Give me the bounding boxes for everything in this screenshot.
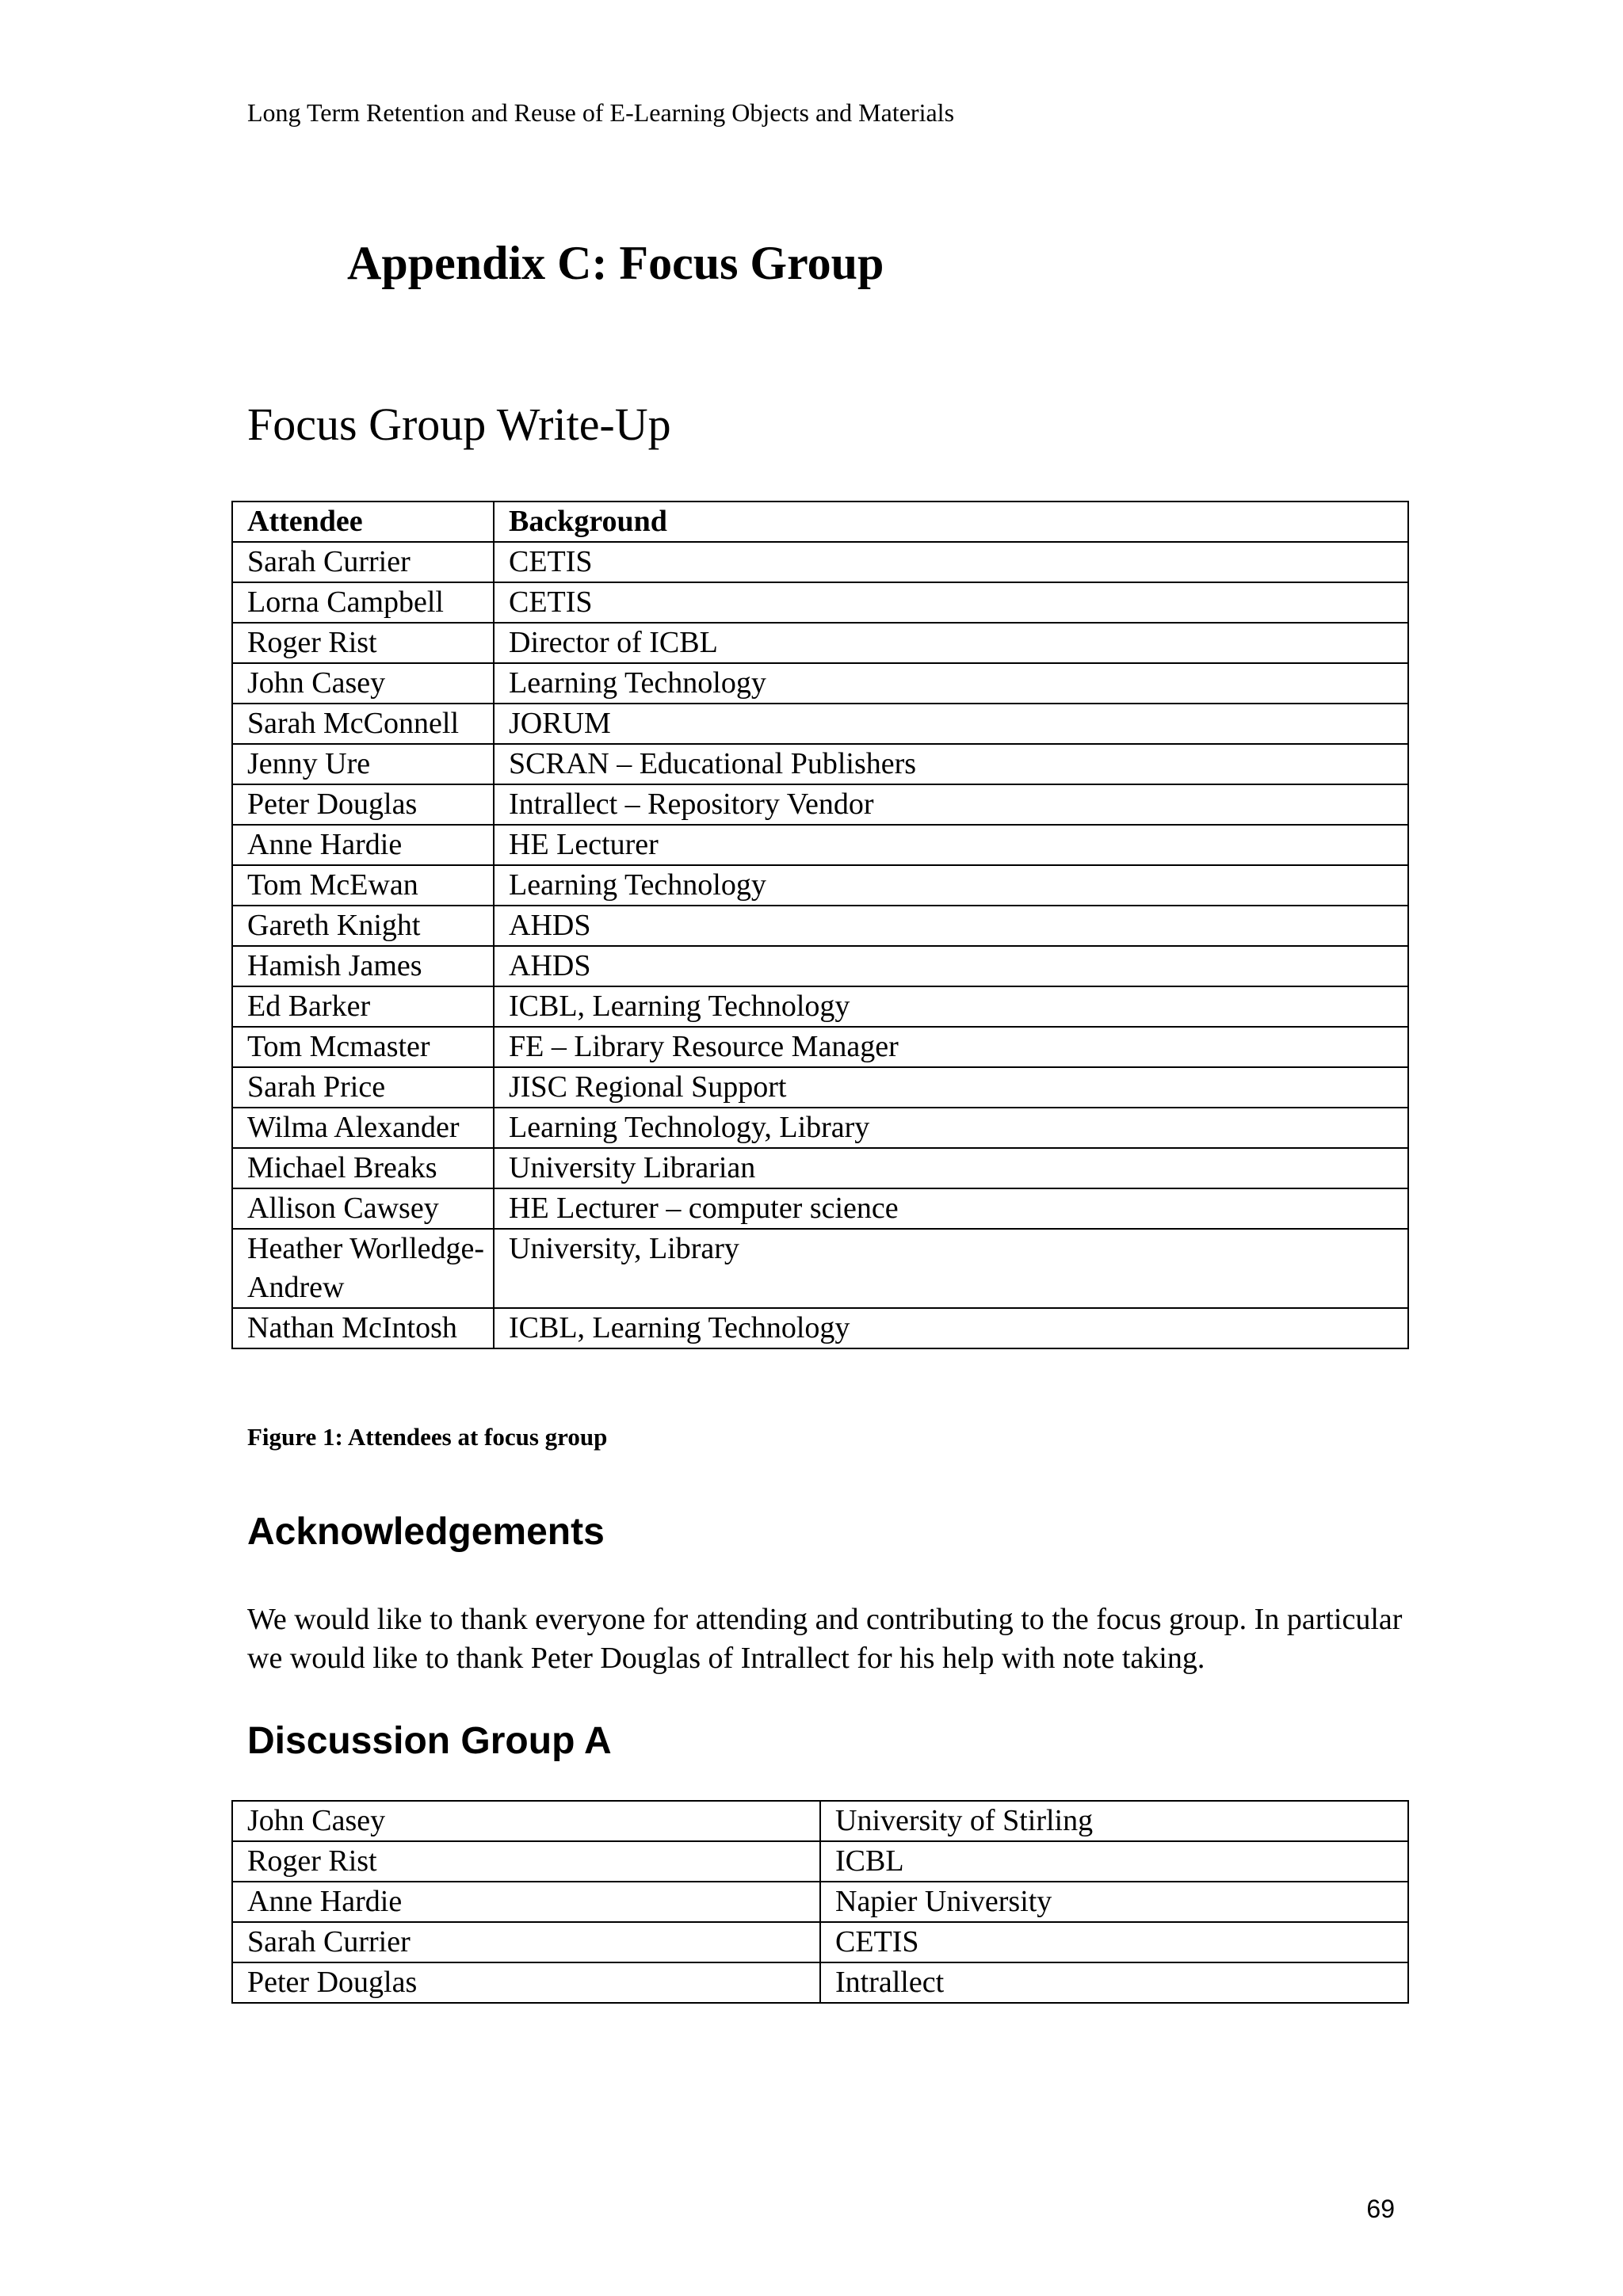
section-title: Focus Group Write-Up <box>247 399 671 450</box>
table-row <box>232 825 1408 865</box>
table-row <box>232 542 1408 582</box>
table-row <box>232 1067 1408 1108</box>
table-row <box>232 623 1408 663</box>
attendee-background: CETIS <box>494 542 1408 582</box>
table-row <box>232 946 1408 986</box>
table-row <box>232 704 1408 744</box>
table-row <box>232 1841 1408 1882</box>
member-name: Peter Douglas <box>232 1962 820 2003</box>
attendee-name: Allison Cawsey <box>232 1188 494 1229</box>
attendee-background: FE – Library Resource Manager <box>494 1027 1408 1067</box>
table-row <box>232 1108 1408 1148</box>
member-name: Anne Hardie <box>232 1882 820 1922</box>
table-row <box>232 906 1408 946</box>
attendee-name: Tom McEwan <box>232 865 494 906</box>
table-row <box>232 784 1408 825</box>
attendee-name: Peter Douglas <box>232 784 494 825</box>
attendee-background: Intrallect – Repository Vendor <box>494 784 1408 825</box>
attendee-name: Lorna Campbell <box>232 582 494 623</box>
discussion-group-a-heading: Discussion Group A <box>247 1720 612 1762</box>
attendee-background: University Librarian <box>494 1148 1408 1188</box>
attendee-background: HE Lecturer – computer science <box>494 1188 1408 1229</box>
member-organisation: Napier University <box>820 1882 1408 1922</box>
attendee-name: Michael Breaks <box>232 1148 494 1188</box>
member-name: Sarah Currier <box>232 1922 820 1962</box>
member-name: Roger Rist <box>232 1841 820 1882</box>
attendee-name: Heather Worlledge-Andrew <box>232 1229 494 1308</box>
attendee-background: ICBL, Learning Technology <box>494 986 1408 1027</box>
table-row <box>232 1962 1408 2003</box>
attendee-name: Ed Barker <box>232 986 494 1027</box>
attendee-name: Gareth Knight <box>232 906 494 946</box>
table-row <box>232 1922 1408 1962</box>
member-name: John Casey <box>232 1801 820 1841</box>
attendee-name: John Casey <box>232 663 494 704</box>
member-organisation: CETIS <box>820 1922 1408 1962</box>
page-number: 69 <box>1366 2195 1395 2223</box>
attendee-name: Hamish James <box>232 946 494 986</box>
table-row <box>232 744 1408 784</box>
table-row <box>232 1188 1408 1229</box>
discussion-group-a-table <box>231 1800 1409 2004</box>
attendee-background: ICBL, Learning Technology <box>494 1308 1408 1348</box>
table-row <box>232 1308 1408 1348</box>
attendee-name: Jenny Ure <box>232 744 494 784</box>
attendee-background: AHDS <box>494 946 1408 986</box>
attendee-background: JORUM <box>494 704 1408 744</box>
member-organisation: University of Stirling <box>820 1801 1408 1841</box>
attendee-background: Learning Technology <box>494 663 1408 704</box>
attendee-name: Sarah Price <box>232 1067 494 1108</box>
attendee-background: SCRAN – Educational Publishers <box>494 744 1408 784</box>
figure-caption: Figure 1: Attendees at focus group <box>247 1423 608 1451</box>
attendee-name: Sarah Currier <box>232 542 494 582</box>
table-row <box>232 986 1408 1027</box>
table-row <box>232 1027 1408 1067</box>
attendee-name: Roger Rist <box>232 623 494 663</box>
attendee-background: CETIS <box>494 582 1408 623</box>
acknowledgements-heading: Acknowledgements <box>247 1511 605 1553</box>
attendee-background: HE Lecturer <box>494 825 1408 865</box>
attendee-background: AHDS <box>494 906 1408 946</box>
attendees-table <box>231 501 1409 1349</box>
attendee-background: University, Library <box>494 1229 1408 1308</box>
member-organisation: ICBL <box>820 1841 1408 1882</box>
table-row <box>232 1801 1408 1841</box>
table-header-row <box>232 502 1408 542</box>
table-row <box>232 865 1408 906</box>
column-header-attendee: Attendee <box>232 502 494 542</box>
attendee-name: Nathan McIntosh <box>232 1308 494 1348</box>
table-row <box>232 1148 1408 1188</box>
table-row <box>232 663 1408 704</box>
attendee-background: Learning Technology <box>494 865 1408 906</box>
attendee-background: Learning Technology, Library <box>494 1108 1408 1148</box>
table-row <box>232 1882 1408 1922</box>
appendix-title: Appendix C: Focus Group <box>347 237 884 289</box>
table-row <box>232 1229 1408 1308</box>
attendee-name: Tom Mcmaster <box>232 1027 494 1067</box>
column-header-background: Background <box>494 502 1408 542</box>
attendee-background: JISC Regional Support <box>494 1067 1408 1108</box>
attendee-name: Wilma Alexander <box>232 1108 494 1148</box>
attendee-name: Sarah McConnell <box>232 704 494 744</box>
attendee-background: Director of ICBL <box>494 623 1408 663</box>
attendee-name: Anne Hardie <box>232 825 494 865</box>
acknowledgements-text: We would like to thank everyone for attending and contributing to the focus group. In particular we would like to thank Peter Douglas of Intrallect for his help with note taking. <box>247 1603 1403 1675</box>
table-row <box>232 582 1408 623</box>
member-organisation: Intrallect <box>820 1962 1408 2003</box>
running-header: Long Term Retention and Reuse of E-Learning Objects and Materials <box>247 98 955 127</box>
